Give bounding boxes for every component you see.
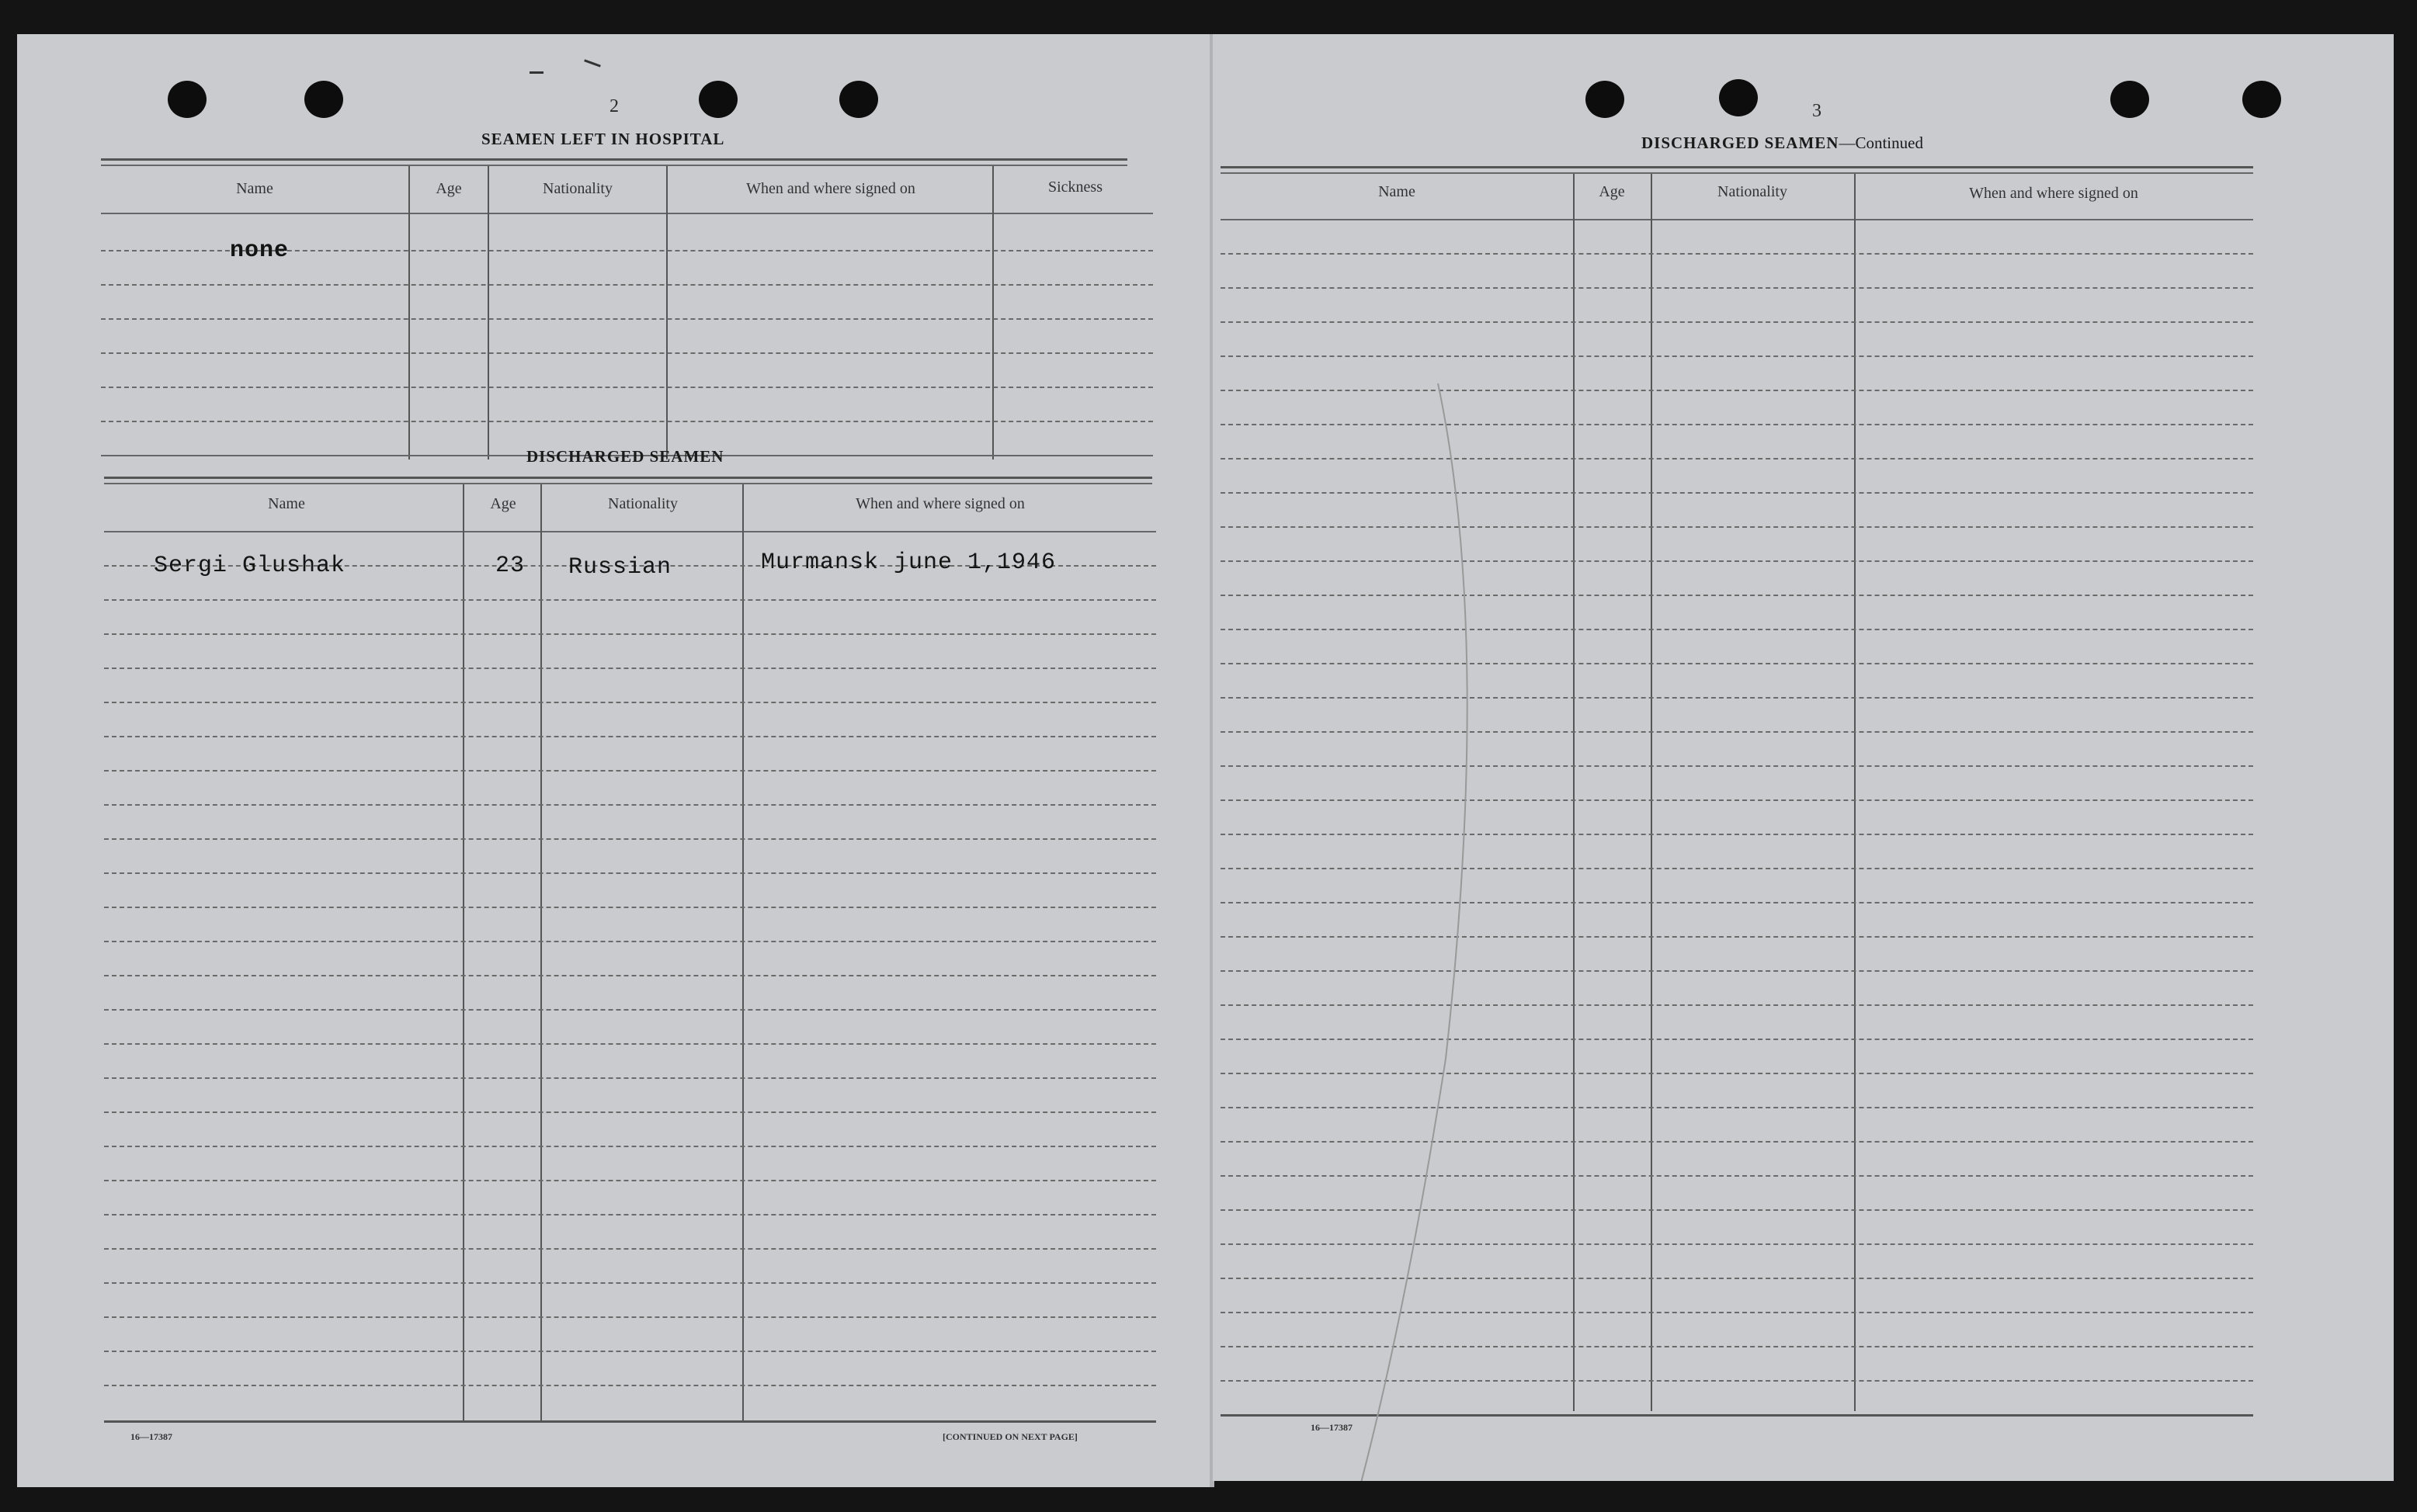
- column-header-signed-on: When and where signed on: [1969, 185, 2138, 202]
- column-header-name: Name: [236, 180, 273, 197]
- column-divider: [408, 166, 410, 459]
- ruled-line: [101, 352, 1153, 354]
- column-divider: [540, 484, 542, 1422]
- column-divider: [666, 166, 668, 459]
- punch-hole: [839, 81, 878, 118]
- column-header-signed-on: When and where signed on: [746, 180, 915, 197]
- column-divider: [463, 484, 464, 1422]
- ruled-line: [104, 872, 1156, 874]
- paper-crease: [1213, 34, 2394, 1481]
- column-header-nationality: Nationality: [608, 495, 678, 512]
- ruled-line: [104, 975, 1156, 976]
- header-bottom-rule: [101, 213, 1153, 214]
- ruled-line: [104, 633, 1156, 635]
- ruled-line: [104, 838, 1156, 840]
- seaman-name: Sergi Glushak: [154, 553, 346, 579]
- column-header-age: Age: [1599, 183, 1625, 200]
- ruled-line: [104, 1180, 1156, 1181]
- ruled-line: [104, 1316, 1156, 1318]
- column-header-name: Name: [268, 495, 305, 512]
- ruled-line: [104, 1146, 1156, 1147]
- table-bottom-rule: [104, 1420, 1156, 1423]
- seaman-signed-on: Murmansk june 1,1946: [761, 550, 1057, 576]
- title-suffix: —Continued: [1839, 134, 1923, 152]
- punch-hole: [168, 81, 207, 118]
- ruled-line: [104, 1351, 1156, 1352]
- paper-mark: [584, 59, 601, 67]
- ruled-line: [101, 318, 1153, 320]
- ruled-line: [104, 1385, 1156, 1386]
- ruled-line: [101, 284, 1153, 286]
- page-number: 3: [1812, 101, 1821, 121]
- page-number: 2: [609, 96, 619, 116]
- column-header-signed-on: When and where signed on: [856, 495, 1025, 512]
- ruled-line: [104, 941, 1156, 942]
- column-header-nationality: Nationality: [543, 180, 613, 197]
- hospital-entry: none: [230, 238, 290, 264]
- ruled-line: [104, 1248, 1156, 1250]
- punch-hole: [699, 81, 738, 118]
- ruled-line: [104, 1111, 1156, 1113]
- title-text: DISCHARGED SEAMEN: [1641, 134, 1839, 152]
- ruled-line: [104, 770, 1156, 772]
- ruled-line: [104, 668, 1156, 669]
- ruled-line: [104, 1043, 1156, 1045]
- ruled-line: [104, 1214, 1156, 1215]
- column-divider: [488, 166, 489, 459]
- hospital-section-title: SEAMEN LEFT IN HOSPITAL: [481, 130, 725, 148]
- seaman-nationality: Russian: [568, 554, 672, 581]
- crease-line: [1360, 383, 1467, 1481]
- seaman-age: 23: [495, 553, 526, 579]
- continued-note: [CONTINUED ON NEXT PAGE]: [943, 1431, 1078, 1442]
- column-divider: [742, 484, 744, 1422]
- punch-hole: [304, 81, 343, 118]
- column-divider: [992, 166, 994, 459]
- table-top-rule: [104, 483, 1152, 484]
- right-page: [1213, 34, 2394, 1481]
- header-bottom-rule: [104, 531, 1156, 532]
- column-header-name: Name: [1378, 183, 1415, 200]
- ruled-line: [104, 1009, 1156, 1011]
- ruled-line: [101, 387, 1153, 388]
- ruled-line: [104, 804, 1156, 806]
- column-header-sickness: Sickness: [1048, 179, 1103, 196]
- ruled-line: [101, 421, 1153, 422]
- left-page: [17, 34, 1213, 1487]
- form-number: 16—17387: [130, 1431, 172, 1442]
- form-number: 16—17387: [1311, 1422, 1353, 1433]
- table-top-rule: [104, 477, 1152, 479]
- table-top-rule: [101, 158, 1127, 161]
- ruled-line: [104, 1282, 1156, 1284]
- column-header-age: Age: [436, 180, 462, 197]
- ruled-line: [104, 599, 1156, 601]
- ruled-line: [104, 702, 1156, 703]
- paper-mark: [530, 71, 543, 74]
- ruled-line: [104, 907, 1156, 908]
- column-header-age: Age: [490, 495, 516, 512]
- ruled-line: [104, 1077, 1156, 1079]
- column-header-nationality: Nationality: [1717, 183, 1787, 200]
- ruled-line: [104, 736, 1156, 737]
- discharged-section-title: DISCHARGED SEAMEN: [526, 447, 724, 466]
- table-top-rule: [101, 165, 1127, 166]
